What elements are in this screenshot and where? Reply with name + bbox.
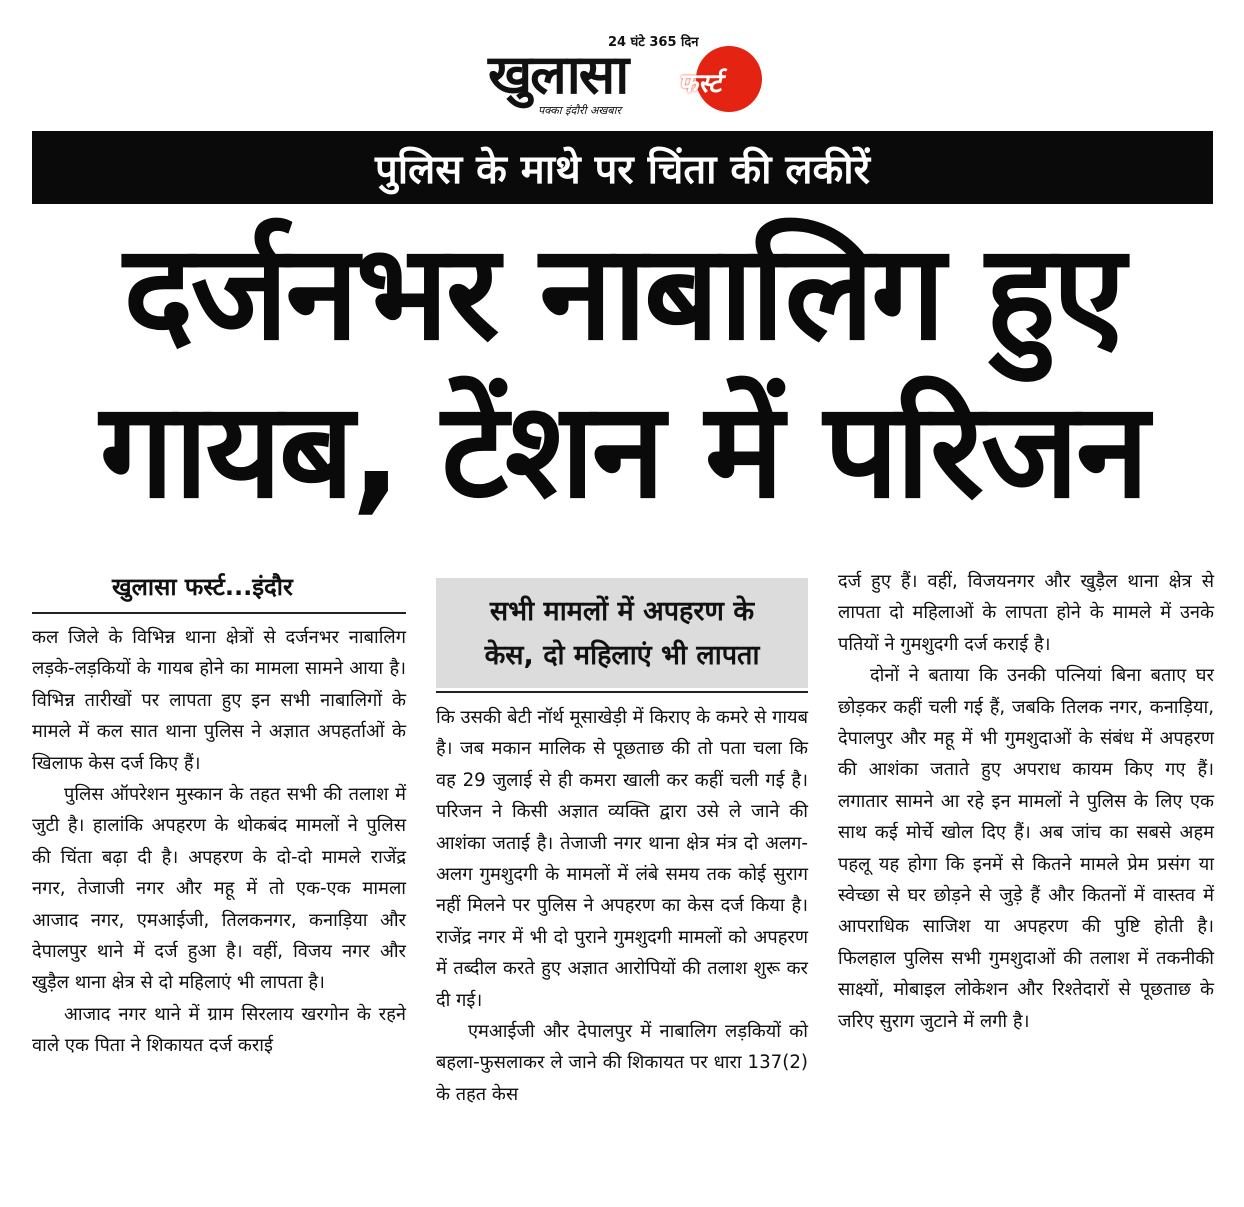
- kicker-text: पुलिस के माथे पर चिंता की लकीरें: [375, 147, 870, 193]
- paragraph: पुलिस ऑपरेशन मुस्कान के तहत सभी की तलाश में जुटी है। हालांकि अपहरण के थोकबंद मामलों ने पुलिस की चिंता बढ़ा दी है। अपहरण के दो-दो मामले राजेंद्र नगर, तेजाजी नगर और महू में तो एक-एक मामला आजाद नगर, एमआईजी, तिलकनगर, कनाड़िया और देपालपुर थाने में दर्ज हुआ है। वहीं, विजय नगर और खुड़ैल थाना क्षेत्र से दो महिलाएं भी लापता है।: [32, 784, 406, 994]
- subhead-line-2: केस, दो महिलाएं भी लापता: [484, 640, 760, 671]
- masthead-first: फर्स्ट: [678, 69, 722, 99]
- subhead-box: [436, 578, 808, 688]
- byline: खुलासा फर्स्ट...इंदौर: [112, 573, 293, 601]
- article-column-3: [838, 566, 1214, 1037]
- paragraph: एमआईजी और देपालपुर में नाबालिग लड़कियों को बहला-फुसलाकर ले जाने की शिकायत पर धारा 137(2) के तहत केस: [436, 1021, 808, 1105]
- paragraph: कल जिले के विभिन्न थाना क्षेत्रों से दर्जनभर नाबालिग लड़के-लड़कियों के गायब होने का मामला सामने आया है। विभिन्न तारीखों पर लापता हुए इन सभी नाबालिगों के मामले में कल सात थाना पुलिस ने अज्ञात अपहर्ताओं के खिलाफ केस दर्ज किए हैं।: [32, 627, 406, 774]
- article-column-1: [32, 622, 406, 1062]
- masthead-tagline: पक्का इंदौरी अखबार: [538, 104, 622, 117]
- paragraph: कि उसकी बेटी नॉर्थ मूसाखेड़ी में किराए के कमरे से गायब है। जब मकान मालिक से पूछताछ की तो पता चला कि वह 29 जुलाई से ही कमरा खाली कर कहीं चली गई है। परिजन ने किसी अज्ञात व्यक्ति द्वारा उसे ले जाने की आशंका जताई है। तेजाजी नगर थाना क्षेत्र मंत्र दो अलग-अलग गुमशुदगी के मामलों में लंबे समय तक कोई सुराग नहीं मिलने पर पुलिस ने अपहरण का केस दर्ज किया है। राजेंद्र नगर में भी दो पुराने गुमशुदगी मामलों को अपहरण में तब्दील करते हुए अज्ञात आरोपियों की तलाश शुरू कर दी गई।: [436, 707, 808, 1011]
- kicker-band: [32, 131, 1213, 204]
- article-column-2: [436, 702, 808, 1110]
- subhead-line-1: सभी मामलों में अपहरण के: [489, 596, 755, 627]
- headline-line-2: गायब, टेंशन में परिजन: [99, 374, 1147, 528]
- paragraph: आजाद नगर थाने में ग्राम सिरलाय खरगोन के रहने वाले एक पिता ने शिकायत दर्ज कराई: [32, 1003, 406, 1057]
- paragraph: दोनों ने बताया कि उनकी पत्नियां बिना बताए घर छोड़कर कहीं चली गई हैं, जबकि तिलक नगर, कनाड़िया, देपालपुर और महू में भी गुमशुदाओं के संबंध में अपहरण की आशंका जताते हुए अपराध कायम किए गए हैं। लगातार सामने आ रहे इन मामलों ने पुलिस के लिए एक साथ कई मोर्चे खोल दिए हैं। अब जांच का सबसे अहम पहलू यह होगा कि इनमें से कितने मामले प्रेम प्रसंग या स्वेच्छा से घर छोड़ने से जुड़े हैं और कितनों में वास्तव में आपराधिक साजिश या अपहरण की पुष्टि होती है। फिलहाल पुलिस सभी गुमशुदाओं की तलाश में तकनीकी साक्ष्यों, मोबाइल लोकेशन और रिश्तेदारों से पूछताछ के जरिए सुराग जुटाने में लगी है।: [838, 665, 1214, 1032]
- byline-divider: [32, 612, 406, 614]
- masthead-name: खुलासा: [488, 43, 628, 106]
- headline: [30, 214, 1216, 530]
- masthead-tag: 24 घंटे 365 दिन: [608, 35, 699, 50]
- paragraph: दर्ज हुए हैं। वहीं, विजयनगर और खुड़ैल थाना क्षेत्र से लापता दो महिलाओं के लापता होने के मामले में उनके पतियों ने गुमशुदगी दर्ज कराई है।: [838, 571, 1214, 655]
- masthead-logo: [470, 28, 790, 124]
- subhead-divider: [436, 691, 808, 693]
- headline-line-1: दर्जनभर नाबालिग हुए: [123, 216, 1123, 370]
